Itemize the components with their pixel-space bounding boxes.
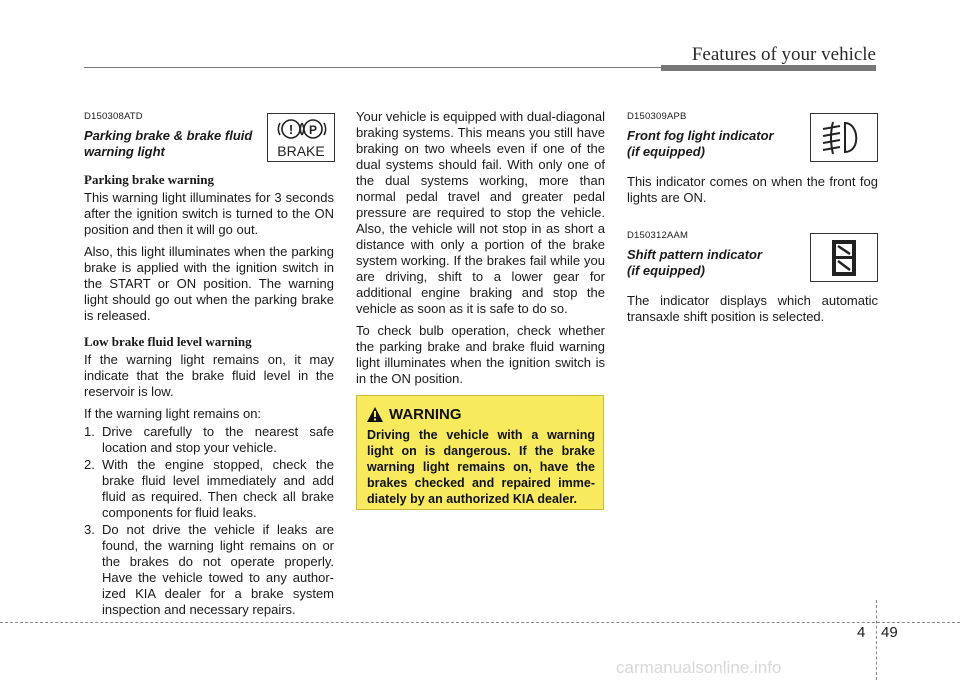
subheading: Low brake fluid level warning <box>84 334 252 349</box>
subheading: Parking brake warning <box>84 172 215 187</box>
section-heading-line1: Parking brake & brake fluid <box>84 128 253 143</box>
section-heading-line2: warning light <box>84 144 165 159</box>
list-item <box>84 522 334 618</box>
paragraph: To check bulb operation, check whether the parking brake and brake fluid warning light illuminates when the ignition switch is in the ON position. <box>356 323 605 386</box>
svg-text:P: P <box>308 123 318 137</box>
steps-list <box>84 424 334 618</box>
paragraph: This warning light illuminates for 3 seconds after the ignition switch is turned to the ON position and then it will go out. <box>84 190 334 237</box>
section-code: D150309APB <box>627 111 687 122</box>
shift-pattern-icon <box>810 233 878 282</box>
svg-text:!: ! <box>288 122 294 137</box>
warning-triangle-icon <box>367 407 383 422</box>
section-code: D150312AAM <box>627 230 689 241</box>
step-number: 2. <box>84 457 95 472</box>
step-text: With the engine stopped, check the brake fluid level immediately and add fluid as required. Then check all brake components for fluid leaks. <box>102 457 334 520</box>
step-number: 1. <box>84 424 95 439</box>
column-left <box>84 109 334 619</box>
paragraph: The indicator displays which automatic transaxle shift position is selected. <box>627 293 878 324</box>
header-accent-bar <box>661 65 876 71</box>
footer-rule <box>0 622 960 623</box>
step-text: Do not drive the vehicle if leaks are found, the warning light remains on or the brakes do not operate properly. Have the vehicle towed to any authorized KIA dealer for a brake system inspection and necessary repairs. <box>102 522 334 617</box>
brake-warning-icon <box>267 113 335 162</box>
paragraph: If the warning light remains on, it may indicate that the brake fluid level in the reservoir is low. <box>84 352 334 399</box>
section-title: Features of your vehicle <box>691 44 876 65</box>
paragraph: If the warning light remains on: <box>84 406 262 421</box>
footer-divider <box>876 600 877 680</box>
section-heading-line2: (if equipped) <box>627 263 705 278</box>
paragraph: Your vehicle is equipped with dual-diagonal braking systems. This means you still have braking on two wheels even if one of the dual systems should fail. With only one of the dual systems working, more than normal pedal travel and greater pedal pressure are required to stop the vehicle. Also, the vehicle will not stop in as short a distance with only a portion of the brake system working. If the brakes fail while you are driving, shift to a lower gear for additional engine braking and stop the vehicle as soon as it is safe to do so. <box>356 109 605 316</box>
warning-box <box>356 395 604 510</box>
column-middle <box>356 109 605 393</box>
section-heading-line1: Front fog light indicator <box>627 128 774 143</box>
paragraph: This indicator comes on when the front fog lights are ON. <box>627 174 878 205</box>
section-heading-line1: Shift pattern indicator <box>627 247 763 262</box>
section-code: D150308ATD <box>84 111 143 122</box>
section-heading-line2: (if equipped) <box>627 144 705 159</box>
warning-title: WARNING <box>389 406 462 423</box>
watermark-text: carmanualsonline.info <box>616 658 782 677</box>
paragraph: Also, this light illuminates when the parking brake is applied with the ignition switch in the START or ON position. The warning light should go out when the parking brake is released. <box>84 244 334 323</box>
list-item <box>84 457 334 521</box>
front-fog-light-icon <box>810 113 878 162</box>
step-number: 3. <box>84 522 95 537</box>
brake-icon-label: BRAKE <box>277 143 325 159</box>
page-number: 49 <box>881 624 898 641</box>
warning-text: Driving the vehicle with a warning light on is dangerous. If the brake warning light remains on, have the brakes checked and repaired immediately by an authorized KIA dealer. <box>367 428 595 506</box>
warning-header <box>367 406 595 423</box>
step-text: Drive carefully to the nearest safe location and stop your vehicle. <box>102 424 334 455</box>
list-item <box>84 424 334 456</box>
chapter-number: 4 <box>857 624 866 641</box>
